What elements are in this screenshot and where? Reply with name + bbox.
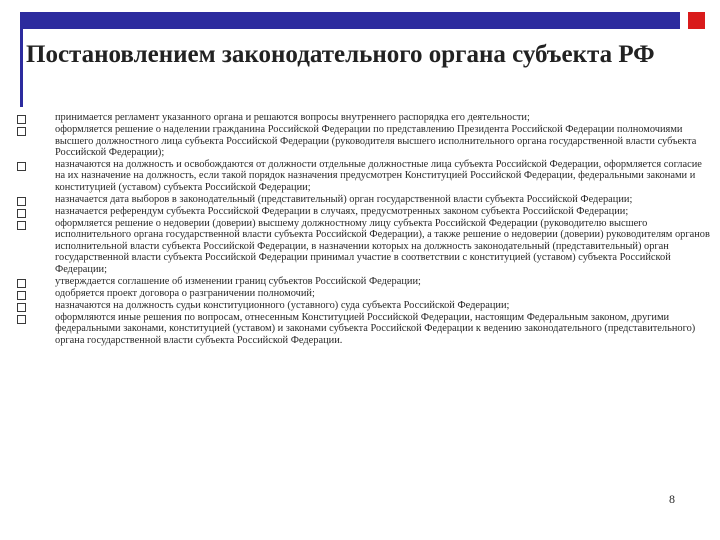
list-item-text: одобряется проект договора о разграничении полномочий; [55,287,315,299]
bullet-list [14,112,714,346]
square-bullet-icon [17,279,26,288]
list-item [14,300,714,312]
square-bullet-icon [17,303,26,312]
title-accent-square [688,12,705,29]
list-item [14,218,714,276]
square-bullet-icon [17,197,26,206]
list-item-text: назначаются на должность и освобождаются от должности отдельные должностные лица субъекта Российской Федерации, оформляется согласие на их назначение на должность, если такой порядок назначения предусмотрен Конституцией Российской Федерации, федеральными законами и конституцией (уставом) субъекта Российской Федерации; [55,158,702,193]
list-item-text: принимается регламент указанного органа и решаются вопросы внутреннего распорядка его деятельности; [55,112,530,123]
slide-title: Постановлением законодательного органа субъекта РФ [26,41,655,68]
list-item [14,159,714,194]
square-bullet-icon [17,209,26,218]
list-item [14,312,714,347]
list-item-text: назначаются на должность судьи конституционного (уставного) суда субъекта Российской Федерации; [55,299,510,311]
list-item-text: назначается дата выборов в законодательный (представительный) орган государственной власти субъекта Российской Федерации; [55,193,633,205]
title-left-rule [20,29,23,107]
list-item [14,112,714,124]
list-item [14,276,714,288]
list-item-text: оформляются иные решения по вопросам, отнесенным Конституцией Российской Федерации, настоящим Федеральным законом, другими федеральными законами, конституцией (уставом) и законами субъекта Российской Федерации к ведению законодательного (представительного) органа государственной власти субъекта Российской Федерации. [55,311,696,346]
list-item [14,206,714,218]
title-accent-bar [20,12,680,29]
list-item-text: оформляется решение о недоверии (доверии) высшему должностному лицу субъекта Российской Федерации (руководителю высшего исполнительного органа государственной власти субъекта Российской Федерации), а также решение о недоверии (доверии) руководителям органов исполнительной власти субъекта Российской Федерации, в назначении которых на должность законодательный (представительный) орган государственной власти субъекта Российской Федерации принимал участие в соответствии с конституцией (уставом) субъекта Российской Федерации; [55,217,710,275]
page-number: 8 [669,492,675,506]
square-bullet-icon [17,221,26,230]
square-bullet-icon [17,127,26,136]
list-item-text: назначается референдум субъекта Российской Федерации в случаях, предусмотренных законом субъекта Российской Федерации; [55,205,629,217]
list-item [14,124,714,159]
list-item-text: оформляется решение о наделении гражданина Российской Федерации по представлению Президента Российской Федерации полномочиями высшего должностного лица субъекта Российской Федерации (руководителя высшего исполнительного органа государственной власти субъекта Российской Федерации); [55,124,697,159]
square-bullet-icon [17,315,26,324]
list-item [14,194,714,206]
square-bullet-icon [17,291,26,300]
square-bullet-icon [17,115,26,124]
list-item-text: утверждается соглашение об изменении границ субъектов Российской Федерации; [55,275,421,287]
list-item [14,288,714,300]
square-bullet-icon [17,162,26,171]
